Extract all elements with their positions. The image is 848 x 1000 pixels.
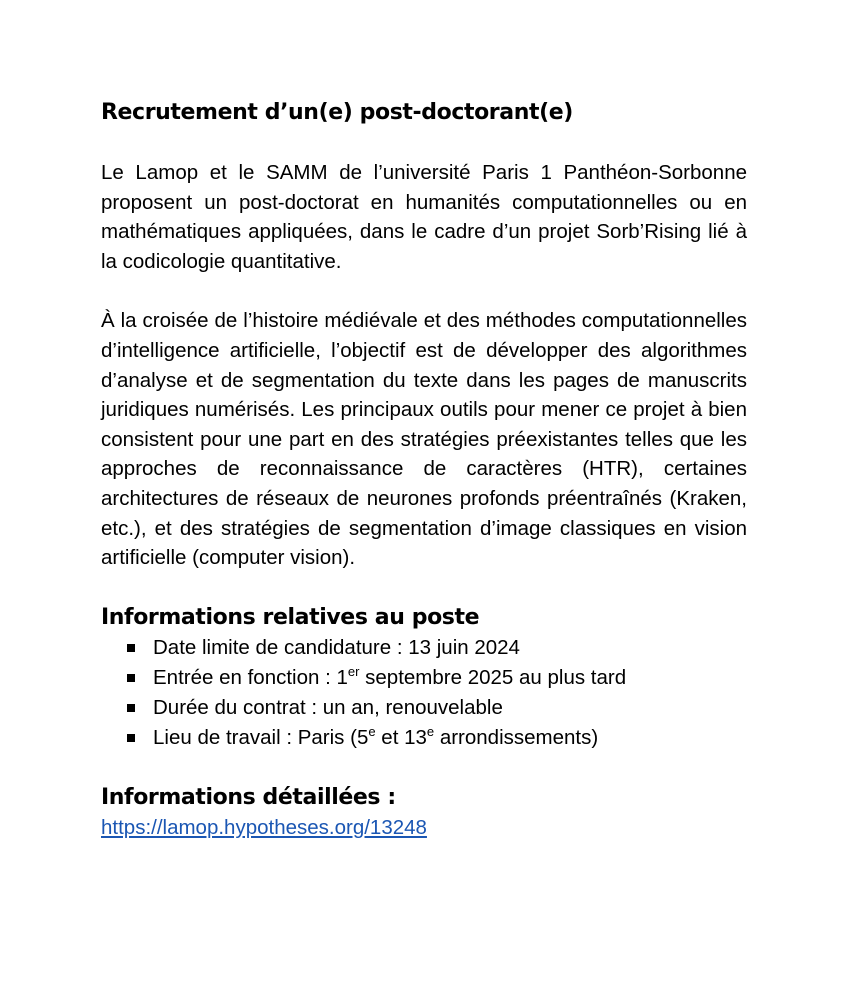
start-ordinal-sup: er — [347, 663, 360, 679]
deadline-text: Date limite de candidature : 13 juin 2024 — [153, 635, 520, 659]
list-item-start-date — [123, 663, 747, 693]
page-title: Recrutement d’un(e) post-doctorant(e) — [101, 100, 573, 125]
document-page — [101, 98, 747, 843]
start-text-after: septembre 2025 au plus tard — [359, 665, 627, 689]
description-paragraph: À la croisée de l’histoire médiévale et des méthodes computationnelles d’intelligence artificielle, l’objectif est de développer des algorithmes d’analyse et de segmentation du texte dans les pages de manuscrits juridiques numérisés. Les principaux outils pour mener ce projet à bien consistent pour une part en des stratégies préexistantes telles que les approches de reconnaissance de caractères (HTR), certaines architectures de réseaux de neurones profonds préentraînés (Kraken, etc.), et des stratégies de segmentation d’image classiques en vision artificielle (computer vision). — [101, 309, 747, 570]
position-info-heading: Informations relatives au poste — [101, 604, 480, 630]
square-bullet-icon — [127, 704, 135, 712]
list-item-deadline — [123, 633, 747, 663]
details-link[interactable]: https://lamop.hypotheses.org/13248 — [101, 815, 427, 839]
location-text-1: Lieu de travail : Paris (5 — [153, 725, 369, 749]
position-info-list — [101, 633, 747, 753]
list-item-duration — [123, 693, 747, 723]
square-bullet-icon — [127, 644, 135, 652]
location-sup-2: e — [426, 723, 435, 739]
start-text-before: Entrée en fonction : 1 — [153, 665, 348, 689]
list-item-location — [123, 723, 747, 753]
intro-paragraph: Le Lamop et le SAMM de l’université Paris 1 Panthéon-Sorbonne proposent un post-doctorat en humanités computationnelles ou en mathématiques appliquées, dans le cadre d’un projet Sorb’Rising lié à la codicologie quantitative. — [101, 161, 747, 273]
square-bullet-icon — [127, 734, 135, 742]
location-sup-1: e — [368, 723, 376, 739]
square-bullet-icon — [127, 674, 135, 682]
location-text-2: et 13 — [375, 725, 427, 749]
duration-text: Durée du contrat : un an, renouvelable — [153, 695, 503, 719]
details-heading: Informations détaillées : — [101, 784, 396, 810]
location-text-3: arrondissements) — [434, 725, 599, 749]
